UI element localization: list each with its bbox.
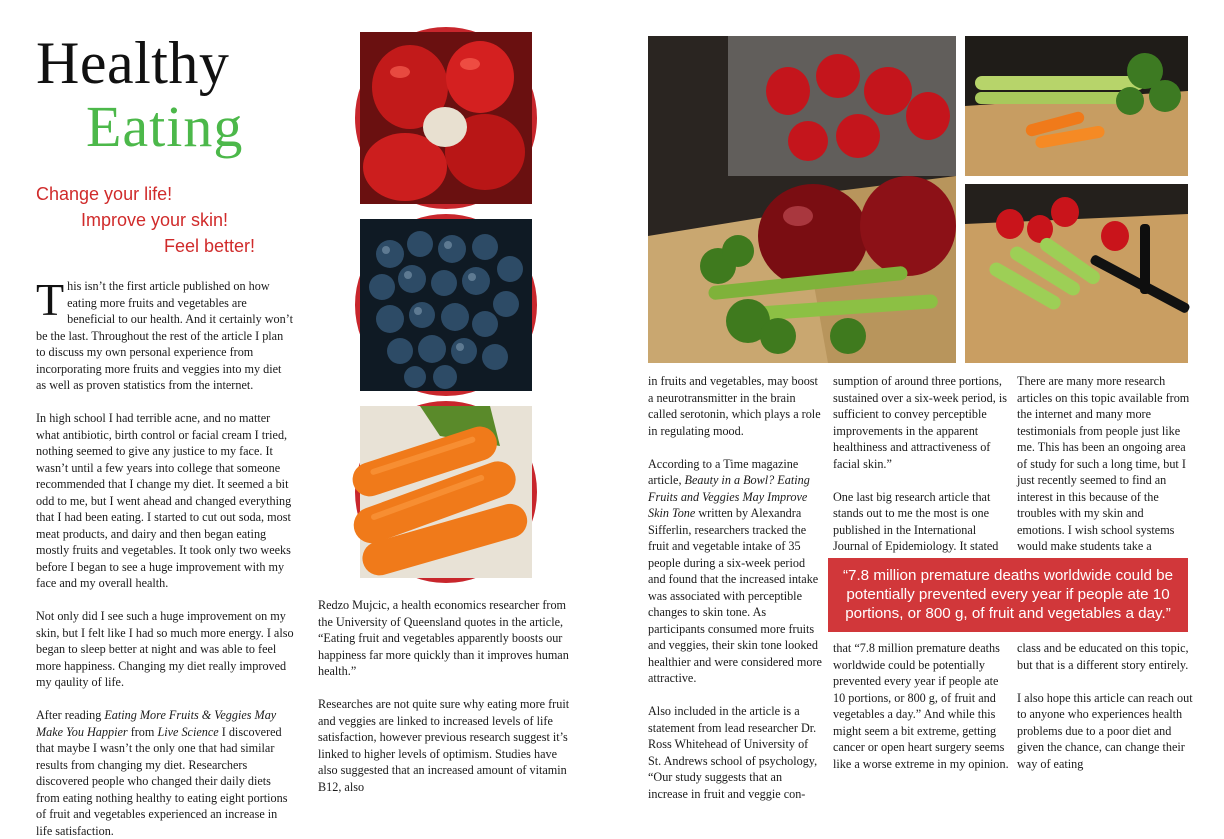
paragraph-optimism: Researches are not quite sure why eating more fruit and veggies are linked to increased levels of life satisfaction, however previous research suggest it’s linked to higher levels of optimism. Studies have also suggested that an increased amount of vitamin B12, also [318,697,570,794]
title-eating: Eating [86,94,244,159]
article-column-5-bottom [1017,640,1193,772]
strawberries-photo [355,27,537,209]
article-column-2 [318,597,578,795]
paragraph-consumption: sumption of around three portions, sustained over a six-week period, is sufficient to convey perceptible improvements in the apparent healthiness and attractiveness of facial skin.” [833,374,1007,471]
paragraph-intro: This isn’t the first article published on how eating more fruits and vegetables are beneficial to our health. And it certainly won’t be the last. Throughout the rest of the article I plan to discuss my own personal experience from incorporating more fruits and veggies into my diet as well as proven statistics from the internet. [36,274,293,392]
drop-cap: T [36,274,65,325]
paragraph-acne: In high school I had terrible acne, and no matter what antibiotic, birth control or facial cream I tried, nothing seemed to give any justice to my face. It wasn’t until a few years into college that someone recommended that I change my diet. It seemed a bit odd to me, but I went ahead and changed everything that I had been eating. I started to cut out soda, most meat products, and dairy and then began eating mostly fruits and vegetables. It took only two weeks before I began to see a huge improvement with my face and my overall health. [36,411,292,590]
article-column-4-top [833,373,1009,555]
celery-carrots-broccoli-photo [965,36,1188,176]
paragraph-serotonin: in fruits and vegetables, may boost a neurotransmitter in the brain called serotonin, which plays a role in regulating mood. [648,374,821,438]
paragraph-closing: I also hope this article can reach out to anyone who experiences health problems due to a poor diet and given the chance, can change their way of eating [1017,690,1193,771]
apples-strawberries-broccoli-photo [648,36,956,363]
paragraph-nutrition-class: class and be educated on this topic, but that is a different story entirely. [1017,641,1189,672]
blueberries-photo [355,214,537,396]
article-column-5-top [1017,373,1193,571]
paragraph-time-magazine: According to a Time magazine article, Beauty in a Bowl? Eating Fruits and Veggies May Improve Skin Tone written by Alexandra Sifferlin, researchers tracked the fruit and vegetable intake of 35 people during a six-week period and found that the increased intake was associated with perceptible changes to skin tone. As participants consumed more fruits and veggies, their skin tone looked healthier and were considered more attractive. [648,456,822,685]
paragraph-live-science: After reading Eating More Fruits & Veggies May Make You Happier from Live Science I discovered that maybe I wasn’t the only one that had similar results from changing my diet. Researchers discovered people who changed their daily diets from eating nothing healthy to eating eight portions of fruit and vegetables experienced an increase in life satisfaction. [36,708,288,838]
tagline-improve-skin: Improve your skin! [81,210,229,230]
cutting-board-celery-strawberries-photo [965,184,1188,363]
article-column-3 [648,373,822,802]
tagline-feel-better: Feel better! [164,236,256,256]
carrots-photo [355,401,537,583]
article-column-4-bottom [833,640,1009,772]
paragraph-more-research: There are many more research articles on this topic available from the internet and many more testimonials from people just like me. This has been an ongoing area of study for such a long time, but I just recently seemed to find an interest in this because of the troubles with my skin and emotions. I wish school systems would make students take a [1017,374,1190,553]
paragraph-improvement: Not only did I see such a huge improvement on my skin, but I felt like I had so much more energy. I also began to sleep better at night and was able to feel more happiness. Changing my diet really improved my qaulity of life. [36,609,294,689]
paragraph-whitehead: Also included in the article is a statement from lead researcher Dr. Ross Whitehead of University of St. Andrews school of psychology, “Our study suggests that an increase in fruit and veggie con- [648,704,818,801]
paragraph-mujcic: Redzo Mujcic, a health economics researcher from the University of Queensland quotes in the article, “Eating fruit and vegetables apparently boosts our happiness far more quickly than it improves human health.” [318,598,569,678]
paragraph-epidemiology: One last big research article that stands out to me the most is one published in the International Journal of Epidemiology. It stated [833,489,999,553]
title-healthy: Healthy [36,30,230,96]
tagline-change-life: Change your life! [36,184,173,204]
paragraph-premature-deaths: that “7.8 million premature deaths worldwide could be potentially prevented every year if people ate 10 portions, or 800 g, of fruit and vegetables a day.” And while this might seem a bit extreme, getting cancer or open heart surgery seems like a worse extreme in my opinion. [833,641,1009,771]
pull-quote: “7.8 million premature deaths worldwide could be potentially prevented every year if people ate 10 portions, or 800 g, of fruit and vegetables a day.” [828,558,1188,632]
article-column-1 [36,274,294,839]
